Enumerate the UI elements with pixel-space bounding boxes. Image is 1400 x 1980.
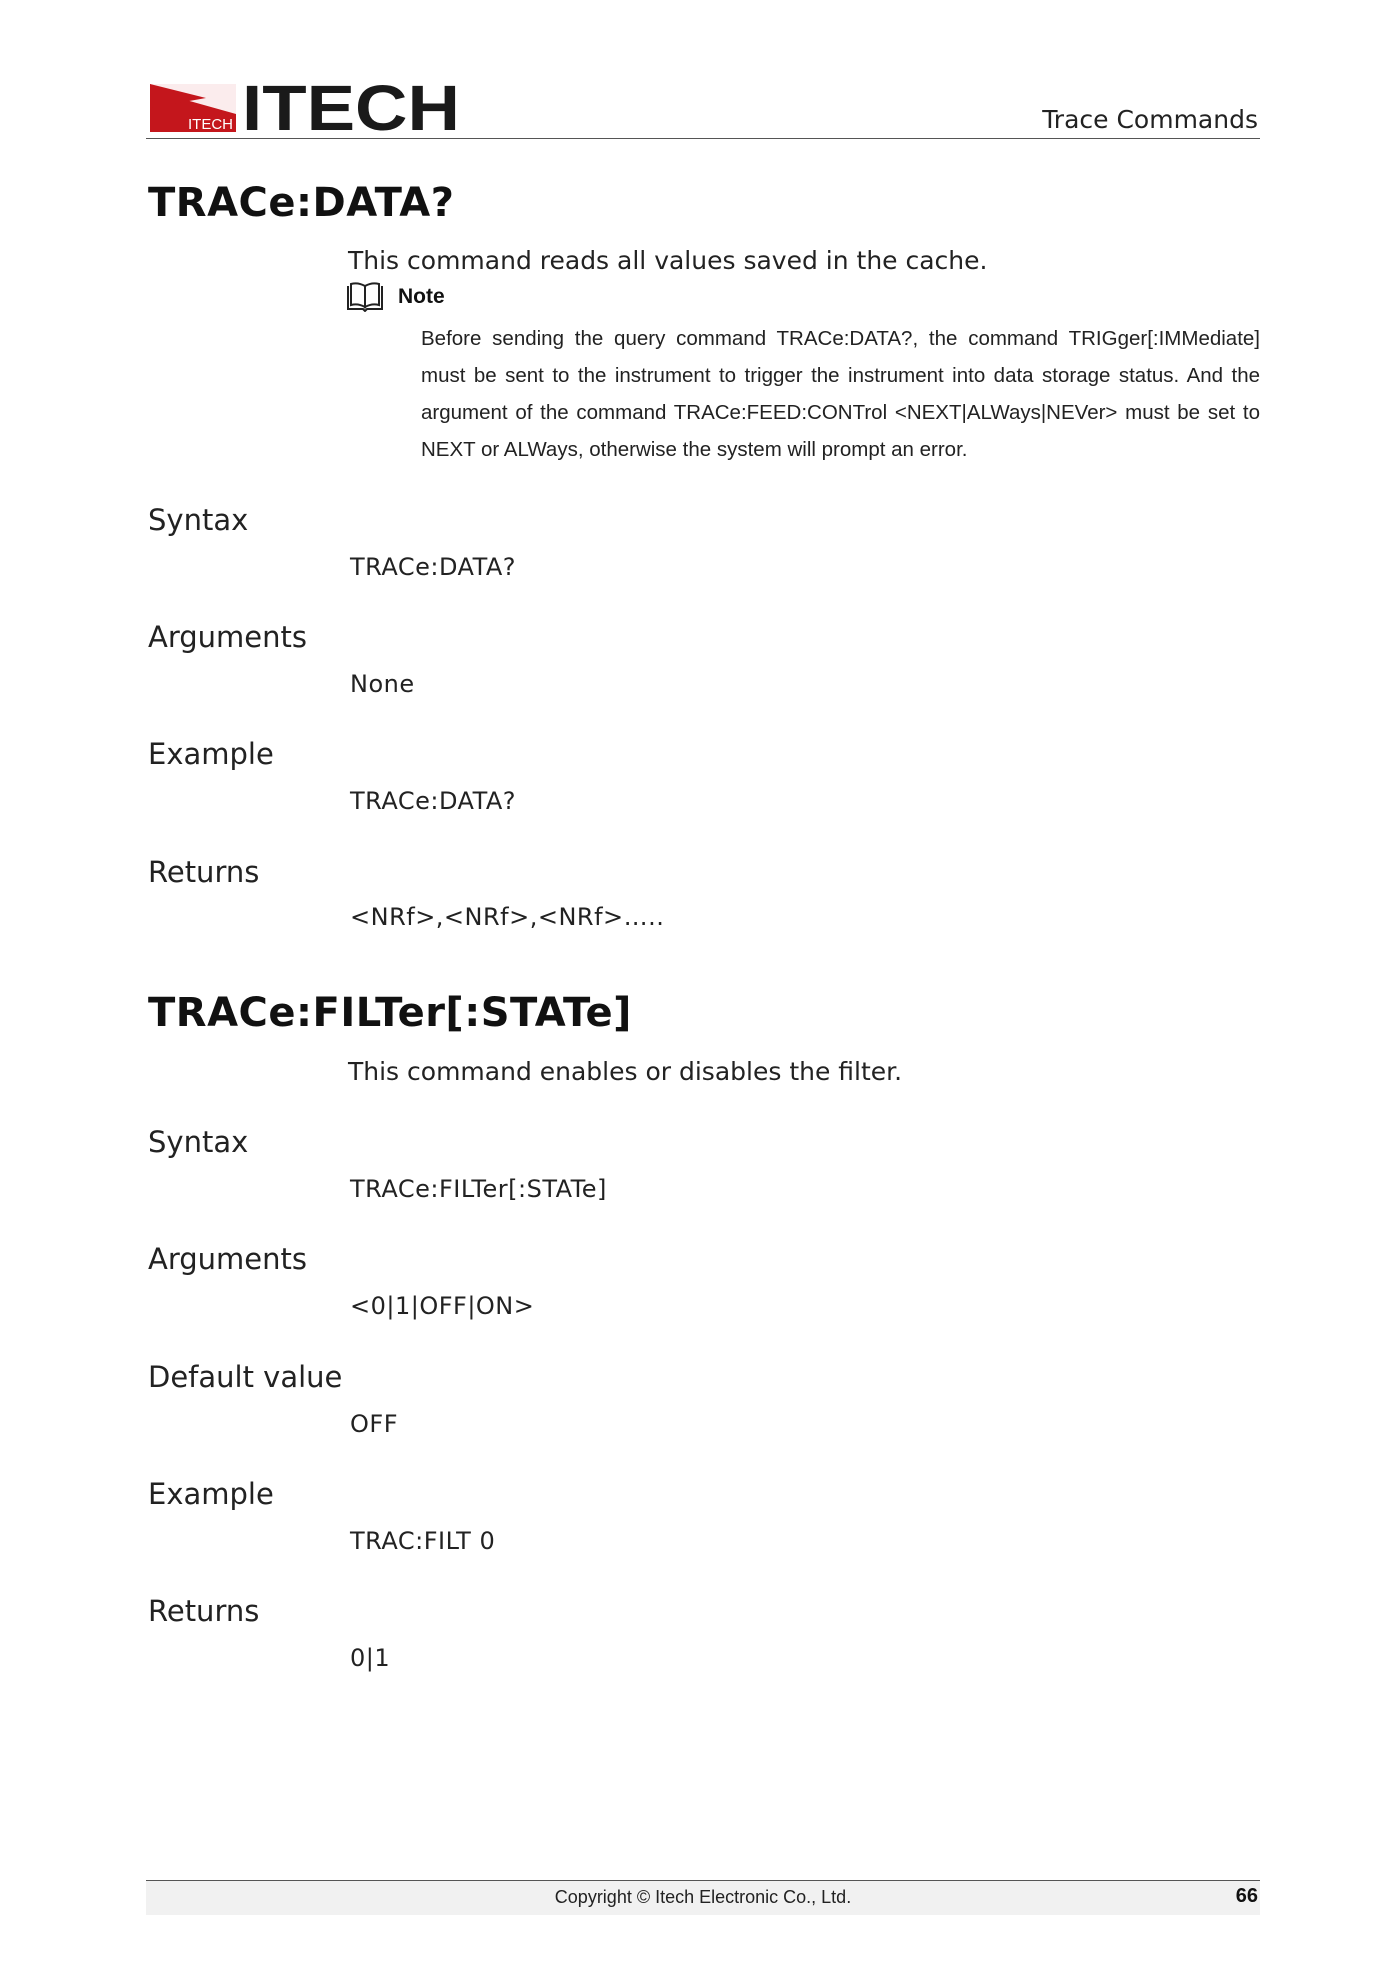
- section-label-default-value: Default value: [148, 1360, 343, 1394]
- logo-wordmark: ITECH: [242, 74, 460, 132]
- section-label-returns: Returns: [148, 855, 260, 889]
- footer-copyright: Copyright © Itech Electronic Co., Ltd.: [554, 1887, 852, 1907]
- page-footer: [146, 1880, 1260, 1915]
- page-header: [146, 68, 1260, 139]
- section-label-example: Example: [148, 1477, 274, 1511]
- page-number: 66: [1235, 1885, 1258, 1907]
- section-label-arguments: Arguments: [148, 1242, 307, 1276]
- section-value-example: TRACe:DATA?: [350, 787, 517, 815]
- section-value-syntax: TRACe:DATA?: [350, 553, 517, 581]
- note-header: [346, 282, 445, 312]
- note-text: Before sending the query command TRACe:DATA?, the command TRIGger[:IMMediate] must be sent to the instrument to trigger the instrument into data storage status. And the argument of the command TRACe:FEED:CONTrol <NEXT|ALWays|NEVer> must be set to NEXT or ALWays, otherwise the system will prompt an error.: [421, 327, 1260, 461]
- command-description: This command enables or disables the filter.: [348, 1057, 903, 1086]
- section-value-default-value: OFF: [350, 1410, 398, 1438]
- note-label: Note: [398, 285, 445, 308]
- itech-logo: [146, 74, 466, 132]
- section-label-arguments: Arguments: [148, 620, 307, 654]
- section-value-returns: <NRf>,<NRf>,<NRf>…..: [350, 903, 665, 931]
- command-description: This command reads all values saved in the cache.: [348, 246, 988, 275]
- section-value-arguments: <0|1|OFF|ON>: [350, 1292, 535, 1320]
- book-icon: [346, 282, 384, 312]
- command-title-trace-filter: TRACe:FILTer[:STATe]: [148, 990, 632, 1036]
- section-value-returns: 0|1: [350, 1644, 391, 1672]
- command-title-trace-data: TRACe:DATA?: [148, 180, 455, 226]
- section-value-arguments: None: [350, 670, 415, 698]
- section-value-syntax: TRACe:FILTer[:STATe]: [350, 1175, 607, 1203]
- section-label-syntax: Syntax: [148, 1125, 249, 1159]
- section-label-returns: Returns: [148, 1594, 260, 1628]
- logo-badge-text: ITECH: [188, 116, 233, 132]
- section-value-example: TRAC:FILT 0: [350, 1527, 496, 1555]
- logo-graphic: [146, 74, 466, 132]
- section-label-syntax: Syntax: [148, 503, 249, 537]
- header-section-title: Trace Commands: [1042, 105, 1258, 134]
- section-label-example: Example: [148, 737, 274, 771]
